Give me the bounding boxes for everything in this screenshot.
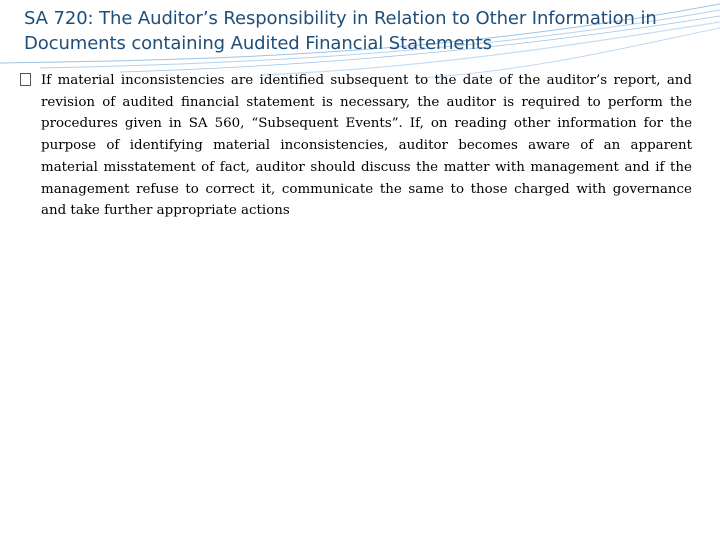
- slide-body: [20, 70, 692, 222]
- slide-title: SA 720: The Auditor’s Responsibility in Relation to Other Information in Documents containing Audited Financial Statements: [24, 8, 657, 54]
- bullet-text: If material inconsistencies are identified subsequent to the date of the auditor’s report, and revision of audited financial statement is necessary, the auditor is required to perform the procedures given in SA 560, “Subsequent Events”. If, on reading other information for the purpose of identifying material inconsistencies, auditor becomes aware of an apparent material misstatement of fact, auditor should discuss the matter with management and if the management refuse to correct it, communicate the same to those charged with governance and take further appropriate actions: [41, 73, 692, 219]
- bullet-item: [20, 70, 692, 222]
- square-bullet-icon: [20, 73, 31, 86]
